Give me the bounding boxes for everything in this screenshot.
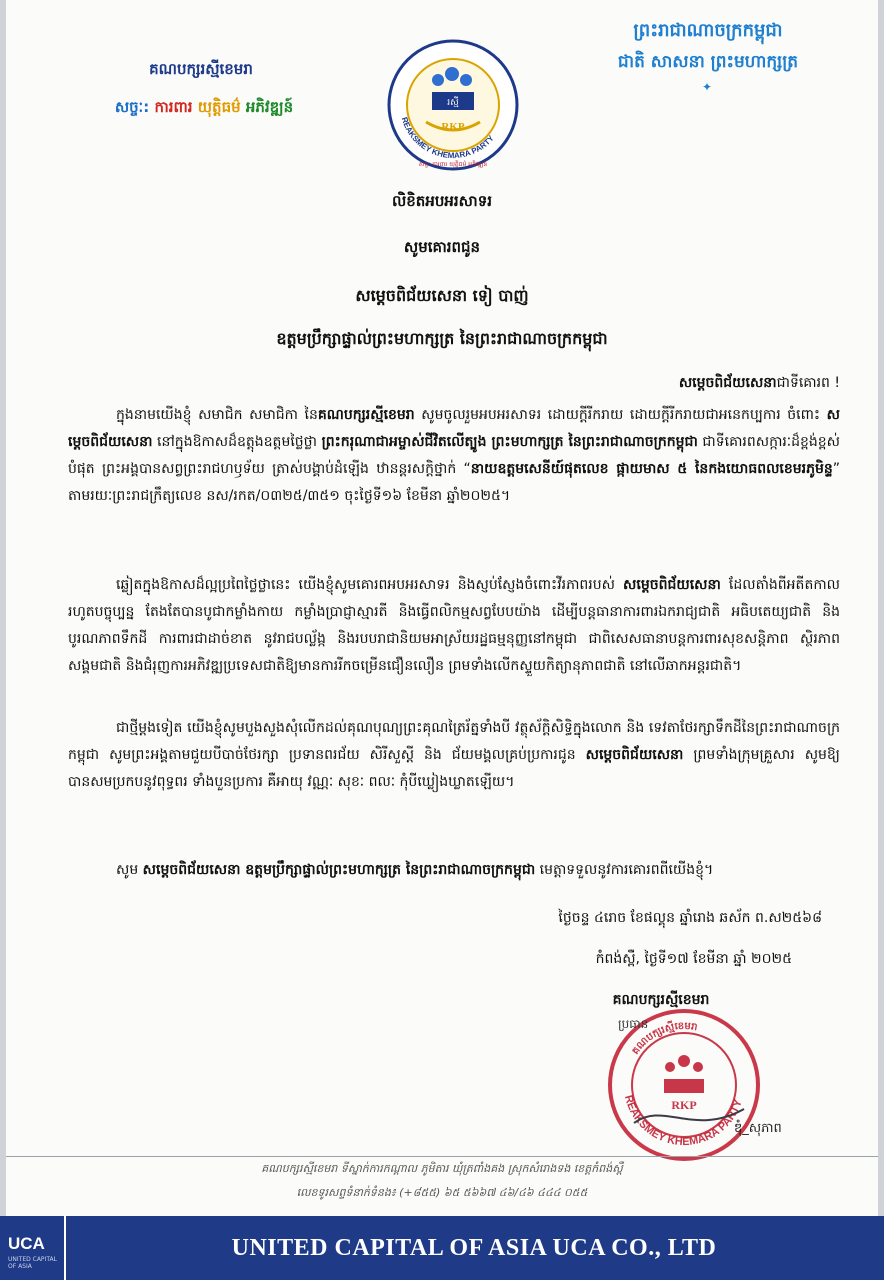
signature-role: ប្រធាន xyxy=(618,1017,649,1031)
kingdom-header xyxy=(568,18,848,94)
lunar-date: ថ្ងៃចន្ទ ៤រោច ខែផល្គុន ឆ្នាំរោង ឆស័ក ព.ស២៥៦៨ xyxy=(558,910,822,926)
p3-text: ព្រមទាំងក្រុមគ្រួសារ សូមឱ្យបានសមប្រកបនូវពុទ្ធពរ ទាំងបួនប្រការ គឺអាយុ វណ្ណៈ សុខៈ ពលៈ កុំបីឃ្លៀងឃ្លាតឡើយ។ xyxy=(68,747,840,790)
logo-balloon-icon xyxy=(432,74,444,86)
p2-title: សម្តេចពិជ័យសេនា xyxy=(623,577,721,593)
p3-text: ជាថ្មីម្តងទៀត យើងខ្ញុំសូមបួងសួងសុំលើកដល់គុណបុណ្យព្រះគុណត្រៃរ័ត្នទាំងបី វត្ថុស័ក្តិសិទ្ធិក្នុងលោក និង ទេវតាថែរក្សាទឹកដីនៃព្រះរាជាណាចក្រកម្ពុជា សូមព្រះអង្គតាមជួយបីបាច់ថែរក្សា ប្រទានពរជ័យ សិរីសួស្តី និង ជ័យមង្គលគ្រប់ប្រការជូន xyxy=(68,720,840,763)
signature-party: គណបក្សរស្មីខេមរា xyxy=(612,992,710,1008)
solar-date: កំពង់ស្ពឺ, ថ្ងៃទី១៧ ខែមីនា ឆ្នាំ ២០២៥ xyxy=(595,951,792,967)
motto-word-2: យុត្តិធម៌ xyxy=(197,98,241,116)
stamp-balloon-icon xyxy=(665,1062,675,1072)
logo-balloon-icon xyxy=(460,74,472,86)
p1-text: ក្នុងនាមយើងខ្ញុំ សមាជិក សមាជិកា នៃ xyxy=(116,407,318,423)
paragraph-1 xyxy=(68,402,840,510)
signer-name: ឌុំ_សុភាព xyxy=(734,1121,782,1136)
p1-text: ជាទីគោរពសក្ការៈដ៏ខ្ពង់ខ្ពស់បំផុត ព្រះអង្គបានសព្វព្រះរាជហឫទ័យ ត្រាស់បង្គាប់ដំឡើង ឋានន្តរសក្តិថ្នាក់ “ xyxy=(68,434,840,477)
p1-rank: នាយឧត្តមសេនីយ៍ផុតលេខ ផ្កាយមាស ៥ នៃកងយោធពលខេមរភូមិន្ទ xyxy=(470,461,833,477)
footer-phone: លេខទូរសព្ទទំនាក់ទំនង៖ (+៨៥៥) ៦៥ ៥៦៦៧ ៤៦/៤៦ ៤៤៤ ០៥៥ xyxy=(296,1186,588,1199)
footer-divider xyxy=(6,1156,878,1157)
logo-center-text: រស្មី xyxy=(447,98,459,108)
logo-balloon-icon xyxy=(445,67,459,81)
p4-text: មេត្តាទទួលនូវការគោរពពីយើងខ្ញុំ។ xyxy=(535,862,714,878)
salutation xyxy=(679,373,840,394)
uca-logo-sub: UNITED CAPITAL OF ASIA xyxy=(8,1256,57,1270)
p1-text: សូមចូលរួមអបអរសាទរ ដោយក្តីរីករាយ ដោយក្តីរីករាយជាអនេកប្បការ ចំពោះ xyxy=(414,407,827,423)
p4-title: សម្តេចពិជ័យសេនា ឧត្តមប្រឹក្សាផ្ទាល់ព្រះមហាក្សត្រ នៃព្រះរាជាណាចក្រកម្ពុជា xyxy=(142,862,536,878)
uca-logo-box xyxy=(0,1216,66,1280)
logo-initials: RKP xyxy=(441,121,465,133)
p1-text: ” តាមរយៈព្រះរាជក្រឹត្យលេខ នស/រកត/០៣២៥/៣៥១ ចុះថ្ងៃទី១៦ ខែមីនា ឆ្នាំ២០២៥។ xyxy=(68,461,841,504)
paragraph-4 xyxy=(68,857,840,884)
national-motto: ជាតិ សាសនា ព្រះមហាក្សត្រ xyxy=(617,52,799,72)
p2-text: ឆ្លៀតក្នុងឱកាសដ៏ល្អប្រពៃថ្លៃថ្លានេះ យើងខ្ញុំសូមគោរពអបអរសាទរ និងស្ញប់ស្ញែងចំពោះវីរភាពរបស់ xyxy=(116,577,624,593)
stamp-balloon-icon xyxy=(678,1055,690,1067)
p2-text: ដែលតាំងពីអតីតកាលរហូតបច្ចុប្បន្ន តែងតែបានបូជាកម្លាំងកាយ កម្លាំងប្រាជ្ញាស្មារតី និងធ្វើពលិកម្មសព្វបែបយ៉ាង ដើម្បីបន្តធានាការពារឯករាជ្យជាតិ អធិបតេយ្យជាតិ និងបូរណភាពទឹកដី ការពារជាដាច់ខាត នូវរាជបល្ល័ង្ក និងរបបរាជានិយមអាស្រ័យរដ្ឋធម្មនុញ្ញនៅកម្ពុជា ជាពិសេសធានាបន្តការពារសុខសន្តិភាព ស្ថិរភាព សង្គមជាតិ និងជំរុញការអភិវឌ្ឍប្រទេសជាតិឱ្យមានការរីកចម្រើនជឿនលឿន ព្រមទាំងលើកស្ទួយកិត្យានុភាពជាតិ នៅលើឆាកអន្តរជាតិ។ xyxy=(68,577,840,674)
stamp-top-text: គណបក្សរស្មីខេមរា xyxy=(630,1020,699,1057)
party-motto xyxy=(64,98,344,120)
p3-title: សម្តេចពិជ័យសេនា xyxy=(585,747,684,763)
motto-word-1: ការពារ xyxy=(154,98,193,116)
p1-text: នៅក្នុងឱកាសដ៏ឧត្តុងឧត្តមថ្លៃថ្លា xyxy=(152,434,322,450)
motto-label: សច្ចៈ: xyxy=(114,98,150,116)
p1-king: ព្រះករុណាជាអម្ចាស់ជីវិតលើត្បូង ព្រះមហាក្សត្រ នៃព្រះរាជាណាចក្រកម្ពុជា xyxy=(321,434,698,450)
party-logo xyxy=(386,38,520,172)
logo-ring-text: REAKSMEY KHEMARA PARTY xyxy=(399,116,496,161)
motto-word-3: អភិវឌ្ឍន៍ xyxy=(245,98,294,116)
letter-title: លិខិតអបអរសាទរ xyxy=(392,192,492,210)
ornament-icon: ✦ xyxy=(701,80,715,94)
salutation-rest: ជាទីគោរព ! xyxy=(776,375,840,391)
p1-title: សម្តេចពិជ័យសេនា xyxy=(68,407,840,450)
paragraph-3 xyxy=(68,715,840,796)
respectfully-to: សូមគោរពជូន xyxy=(403,238,481,256)
p4-text: សូម xyxy=(116,862,143,878)
recipient-position: ឧត្តមប្រឹក្សាផ្ទាល់ព្រះមហាក្សត្រ នៃព្រះរាជាណាចក្រកម្ពុជា xyxy=(276,329,608,348)
recipient-name: សម្តេចពិជ័យសេនា ទៀ បាញ់ xyxy=(355,286,529,305)
uca-banner xyxy=(0,1216,884,1280)
stamp-ring-text: REAKSMEY KHEMARA PARTY xyxy=(622,1093,745,1149)
party-name: គណបក្សរស្មីខេមរា xyxy=(149,60,253,78)
stamp-initials: RKP xyxy=(671,1098,697,1112)
paragraph-2 xyxy=(68,572,840,680)
uca-logo: UCA xyxy=(8,1234,45,1253)
salutation-name: សម្តេចពិជ័យសេនា xyxy=(678,375,777,391)
letter-sheet xyxy=(6,0,878,1216)
footer-address: គណបក្សរស្មីខេមរា ទីស្នាក់ការកណ្តាល ភូមិតារ ឃុំត្រពាំងគង ស្រុកសំរោងទង ខេត្តកំពង់ស្ពឺ xyxy=(261,1162,623,1175)
p1-party: គណបក្សរស្មីខេមរា xyxy=(317,407,415,423)
stamp-balloon-icon xyxy=(693,1062,703,1072)
kingdom-title: ព្រះរាជាណាចក្រកម្ពុជា xyxy=(633,20,783,41)
logo-bottom-text: សច្ចៈ ការពារ យុត្តិធម៌ អភិវឌ្ឍន៍ xyxy=(418,161,488,168)
banner-company-name: UNITED CAPITAL OF ASIA UCA CO., LTD xyxy=(231,1235,717,1261)
